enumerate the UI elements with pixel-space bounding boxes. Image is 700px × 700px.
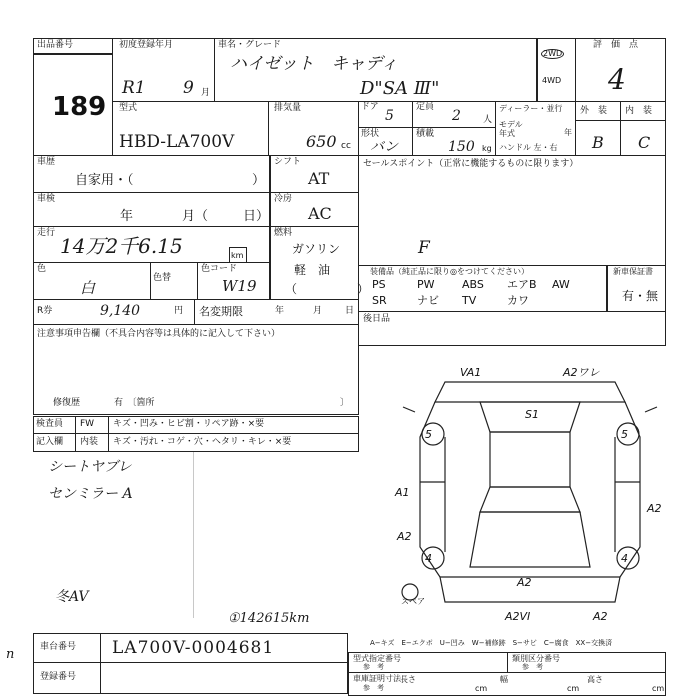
color-label: 色 (37, 264, 47, 274)
equipment-item: カワ (507, 294, 529, 307)
model-label: 車名・グレード (218, 40, 282, 50)
mileage-label: 走行 (37, 228, 56, 238)
ac-value: AC (308, 204, 332, 223)
score-value: 4 (608, 63, 626, 96)
shape-value: バン (370, 139, 398, 155)
damage-mark: 5 (621, 428, 628, 441)
drive-2wd: 2WD (543, 49, 563, 58)
name-change-month: 月 (313, 306, 323, 316)
inspector-row1-text: キズ・凹み・ヒビ割・リペア跡・×要 (113, 419, 265, 429)
fuel-diesel: 軽 油 (294, 263, 331, 277)
disp-value: 650 (306, 132, 337, 151)
inspector-row1-code: FW (80, 419, 95, 429)
cap-unit: 人 (483, 115, 493, 125)
type-value: HBD-LA700V (119, 132, 235, 152)
name-change-year: 年 (275, 306, 285, 316)
damage-mark: A2 (397, 530, 412, 543)
color-code-label: 色コード (201, 264, 238, 274)
damage-mark: A2 (517, 576, 532, 589)
remark-line2: センミラー A (48, 486, 133, 502)
reg-era: R1 (122, 78, 146, 98)
length-label: 長さ (400, 675, 416, 684)
damage-mark: VA1 (460, 366, 482, 379)
recycle-value: 9,140 (100, 303, 141, 319)
reg-month: 9 (183, 78, 194, 98)
size-label: 車庫証明寸法 (353, 674, 401, 683)
fuel-gasoline: ガソリン (292, 242, 341, 256)
later-label: 後日品 (363, 314, 391, 324)
chassis-value: LA700V-0004681 (112, 638, 275, 658)
odometer-note: ①142615km (228, 611, 310, 626)
sales-handwritten: F (418, 238, 430, 258)
int-label: 内 装 (625, 106, 653, 116)
height-unit: cm (652, 684, 665, 693)
insp-month: 月（ (182, 209, 209, 224)
insp-day: 日） (243, 209, 270, 224)
ac-label: 冷房 (274, 194, 293, 204)
equipment-item: ABS (462, 278, 484, 291)
length-unit: cm (475, 684, 488, 693)
recycle-label: R券 (37, 306, 53, 316)
recycle-box (33, 299, 359, 325)
warranty-label: 新車保証書 (613, 267, 653, 276)
year-unit: 年 (564, 128, 572, 137)
model-cert-ref: 参 考 (363, 663, 384, 671)
ext-label: 外 装 (580, 106, 608, 116)
mileage-unit: km (231, 251, 244, 260)
color-change-label: 色替 (153, 273, 172, 283)
disp-label: 排気量 (274, 103, 302, 113)
width-label: 幅 (500, 675, 508, 684)
damage-mark: A2VI (505, 610, 531, 622)
int-value: C (638, 133, 651, 152)
damage-mark: 4 (425, 552, 432, 565)
drive-4wd: 4WD (542, 76, 562, 85)
score-label: 評 価 点 (593, 40, 639, 50)
shift-label: シフト (274, 157, 302, 167)
repair-close: 〕 (340, 398, 350, 408)
doors-value: 5 (385, 108, 394, 124)
reg-month-unit: 月 (201, 88, 211, 98)
equipment-item: TV (462, 294, 477, 307)
class-ref: 参 考 (522, 663, 543, 671)
lot-label: 出品番号 (37, 40, 74, 50)
damage-mark: A2ワレ (563, 366, 600, 379)
history-value: 自家用・（ (75, 173, 134, 188)
model-year-label: モデル年式 (499, 120, 523, 138)
reg-label: 初度登録年月 (119, 40, 174, 50)
notes-label: 注意事項申告欄（不具合内容等は具体的に記入して下さい） (37, 329, 281, 339)
fuel-label: 燃料 (274, 228, 293, 238)
warranty-value: 有・無 (622, 289, 659, 303)
equipment-item: SR (372, 294, 387, 307)
model-name: ハイゼット キャディ (230, 54, 398, 74)
damage-mark: A2 (593, 610, 608, 622)
damage-mark: 4 (621, 552, 628, 565)
damage-mark: A2 (647, 502, 662, 515)
equipment-item: PW (417, 278, 435, 291)
history-label: 車歴 (37, 157, 56, 167)
name-change-day: 日 (345, 306, 355, 316)
load-label: 積載 (416, 129, 435, 139)
chassis-label: 車台番号 (40, 642, 77, 652)
cap-value: 2 (452, 108, 461, 124)
repair-label: 修復歴 (53, 398, 81, 408)
grade: D"SA Ⅲ" (360, 78, 440, 99)
shift-value: AT (308, 169, 330, 188)
name-change-label: 名変期限 (199, 305, 243, 318)
shape-label: 形状 (361, 129, 380, 139)
type-label: 型式 (119, 103, 138, 113)
load-unit: kg (482, 144, 492, 153)
lot-number: 189 (52, 92, 107, 122)
remark-line3: 冬AV (55, 589, 89, 605)
doors-label: ドア (361, 102, 379, 112)
repair-value: 有 〔箇所 (114, 398, 155, 408)
dealer-label: ディーラー・並行 (499, 104, 563, 113)
insp-year: 年 (120, 209, 134, 224)
equipment-item: ナビ (417, 294, 439, 307)
disp-unit: cc (341, 141, 351, 151)
sales-label: セールスポイント（正常に機能するものに限ります） (363, 159, 579, 169)
width-unit: cm (567, 684, 580, 693)
equipment-item: エアB (507, 278, 537, 291)
color-value: 白 (80, 279, 96, 297)
damage-mark: 5 (425, 428, 432, 441)
inspection-label: 車検 (37, 194, 56, 204)
inspector-row2-label: 記入欄 (36, 437, 64, 447)
equipment-item: PS (372, 278, 386, 291)
equip-label: 装備品（純正品に限り◎をつけてください） (370, 267, 529, 276)
class-label: 類別区分番号 (512, 654, 560, 663)
spare-label: スペア (401, 597, 425, 606)
inspector-row1-label: 検査員 (36, 419, 64, 429)
mileage-value: 14万2千6.15 (60, 234, 183, 258)
inspector-row2-text: キズ・汚れ・コゲ・穴・ヘタリ・キレ・×要 (113, 437, 292, 447)
height-label: 高さ (587, 675, 603, 684)
size-ref: 参 考 (363, 684, 384, 692)
history-close: ） (252, 173, 266, 188)
recycle-unit: 円 (174, 306, 184, 316)
fuel-parens: （ ） (285, 282, 370, 296)
remark-line1: シートヤブレ (48, 459, 132, 475)
handle-label: ハンドル 左・右 (499, 143, 558, 152)
model-cert-label: 型式指定番号 (353, 654, 401, 663)
inspector-row2-code: 内装 (80, 437, 99, 447)
margin-mark: n (6, 647, 15, 662)
damage-mark: A1 (395, 486, 410, 499)
ext-value: B (592, 133, 604, 152)
car-damage-diagram (385, 362, 675, 622)
equipment-item: AW (552, 278, 570, 291)
sales-box (358, 155, 666, 266)
cap-label: 定員 (416, 102, 435, 112)
legend-codes: A−キズ E−エクボ U−凹み W−補修跡 S−サビ C−腐食 XX−交換済 (370, 639, 613, 647)
damage-mark: S1 (525, 408, 539, 421)
later-box (358, 311, 666, 346)
load-value: 150 (448, 139, 475, 155)
reg-number-label: 登録番号 (40, 672, 77, 682)
color-code-value: W19 (222, 277, 257, 295)
